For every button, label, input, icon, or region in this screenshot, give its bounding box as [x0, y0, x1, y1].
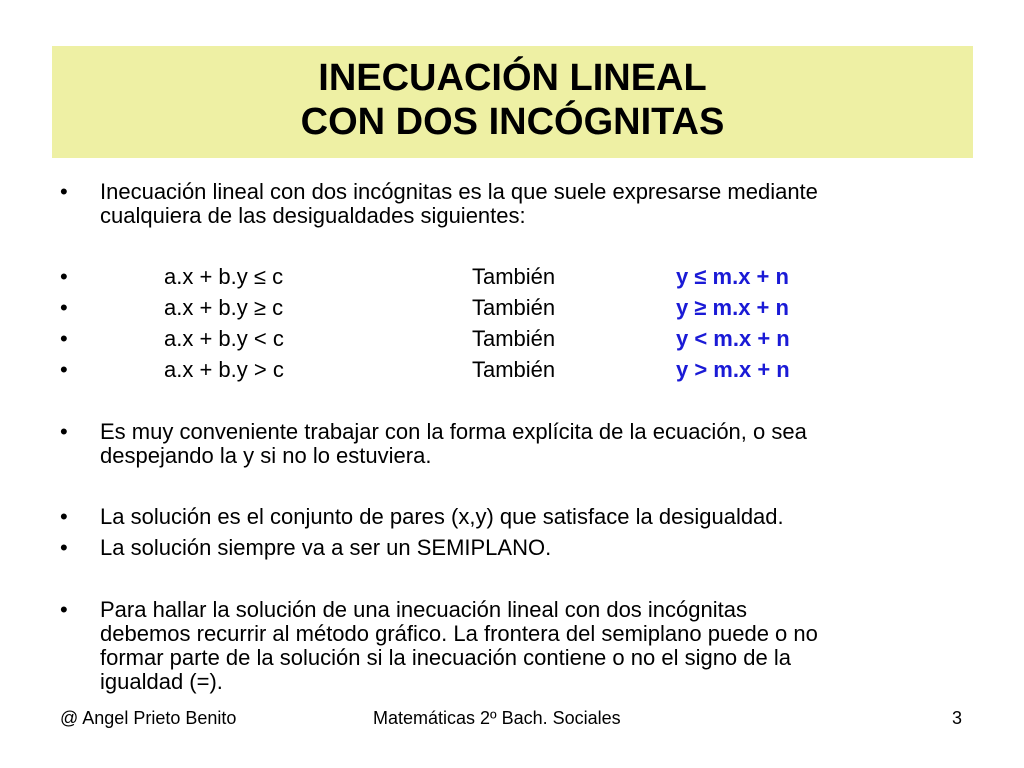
inequality-general: a.x + b.y ≤ c [164, 264, 284, 289]
bullet-marker: • [60, 326, 68, 351]
solution-set-text: La solución es el conjunto de pares (x,y) que satisface la desigualdad. [100, 504, 784, 529]
semiplane-text: La solución siempre va a ser un SEMIPLANO. [100, 535, 552, 560]
bullet-marker: • [60, 295, 68, 320]
explicit-note [100, 420, 980, 468]
intro-line-2: cualquiera de las desigualdades siguientes: [100, 203, 526, 228]
title-line-2: CON DOS INCÓGNITAS [300, 101, 725, 143]
method-line-4: igualdad (=). [100, 669, 223, 694]
footer-author: @ Angel Prieto Benito [60, 708, 237, 728]
footer-page-number: 3 [952, 708, 963, 728]
bullet-marker: • [60, 535, 68, 560]
inequality-explicit: y < m.x + n [676, 326, 790, 351]
inequality-general: a.x + b.y > c [164, 357, 284, 382]
bullet-marker: • [60, 504, 68, 529]
bullet-marker: • [60, 179, 68, 204]
bullet-marker: • [60, 419, 68, 444]
inequality-explicit: y ≥ m.x + n [676, 295, 789, 320]
bullet-marker: • [60, 357, 68, 382]
inequality-explicit: y > m.x + n [676, 357, 790, 382]
footer-course: Matemáticas 2º Bach. Sociales [373, 708, 621, 728]
method-line-1: Para hallar la solución de una inecuación lineal con dos incógnitas [100, 597, 747, 622]
bullet-marker: • [60, 264, 68, 289]
inequality-also-label: También [472, 357, 556, 382]
inequality-general: a.x + b.y ≥ c [164, 295, 284, 320]
title-banner [52, 46, 973, 158]
inequality-explicit: y ≤ m.x + n [676, 264, 789, 289]
inequality-also-label: También [472, 295, 556, 320]
bullet-marker: • [60, 597, 68, 622]
intro-text [100, 180, 980, 228]
explicit-note-line-1: Es muy conveniente trabajar con la forma explícita de la ecuación, o sea [100, 419, 807, 444]
intro-line-1: Inecuación lineal con dos incógnitas es la que suele expresarse mediante [100, 179, 818, 204]
title-line-1: INECUACIÓN LINEAL [318, 57, 707, 99]
inequality-general: a.x + b.y < c [164, 326, 284, 351]
method-text [100, 598, 980, 694]
explicit-note-line-2: despejando la y si no lo estuviera. [100, 443, 432, 468]
method-line-3: formar parte de la solución si la inecuación contiene o no el signo de la [100, 645, 791, 670]
inequality-also-label: También [472, 326, 556, 351]
inequality-also-label: También [472, 264, 556, 289]
method-line-2: debemos recurrir al método gráfico. La frontera del semiplano puede o no [100, 621, 818, 646]
